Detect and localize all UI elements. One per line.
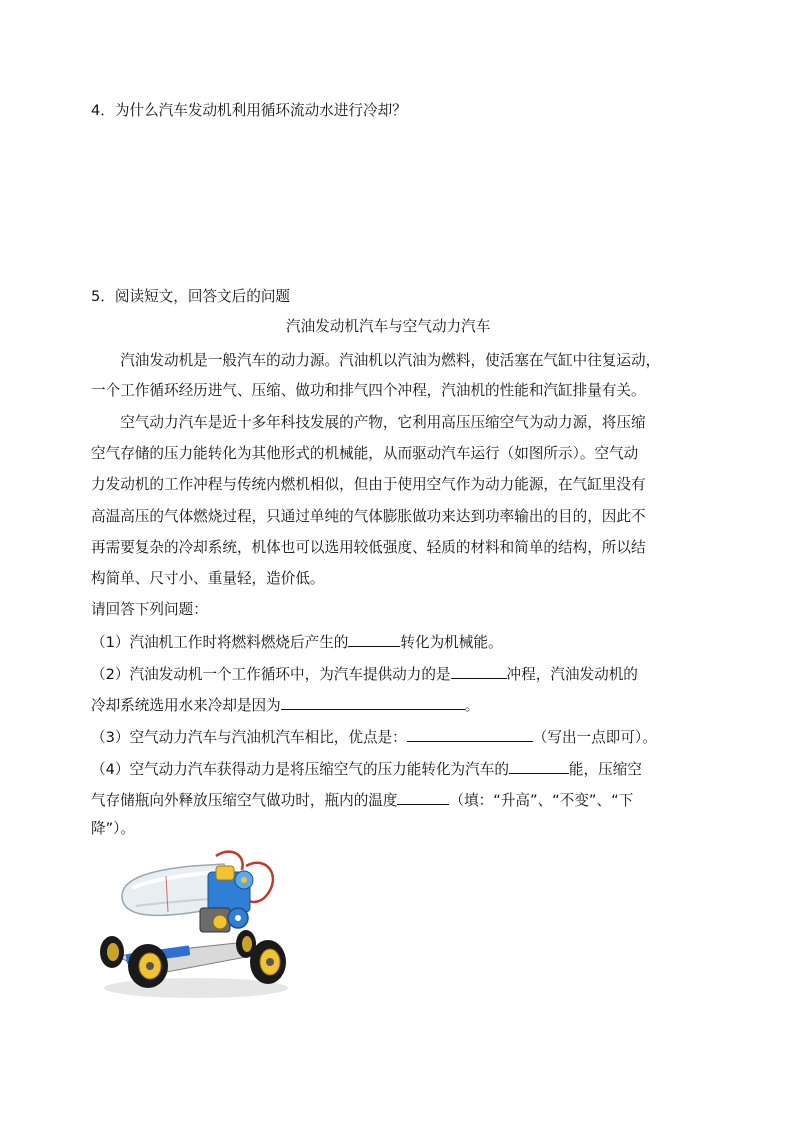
passage-line: 力发动机的工作冲程与传统内燃机相似，但由于使用空气作为动力能源，在气缸里没有: [91, 476, 646, 493]
wheel: [100, 936, 124, 968]
sub-question-2-text-end: 。: [464, 697, 480, 714]
answer-blank[interactable]: [407, 725, 533, 742]
sub-question-4: [91, 757, 642, 780]
sub-question-1-text-end: 转化为机械能。: [400, 634, 503, 651]
sub-question-3-text-end: （写出一点即可）。: [532, 729, 657, 746]
passage-title: 汽油发动机汽车与空气动力汽车: [286, 318, 491, 335]
sub-question-3-text: （3）空气动力汽车与汽油机汽车相比，优点是：: [91, 729, 407, 746]
questions-prompt: 请回答下列问题：: [91, 601, 208, 618]
sub-question-4-text-3: （填：“升高”、“不变”、“下: [449, 792, 634, 809]
passage-line: 再需要复杂的冷却系统，机体也可以选用较低强度、轻质的材料和简单的结构，所以结: [91, 539, 646, 556]
passage-line: 构简单、尺寸小、重量轻，造价低。: [91, 570, 325, 587]
passage-line: 高温高压的气体燃烧过程，只通过单纯的气体膨胀做功来达到功率输出的目的，因此不: [91, 508, 646, 525]
sub-question-1-text: （1）汽油机工作时将燃料燃烧后产生的: [91, 634, 349, 651]
sub-question-2-text-mid: 冲程，汽油发动机的: [506, 666, 638, 683]
question-4: 4．为什么汽车发动机利用循环流动水进行冷却？: [91, 102, 407, 119]
sub-question-2-text: （2）汽油发动机一个工作循环中，为汽车提供动力的是: [91, 666, 451, 683]
sub-question-3: [91, 725, 657, 748]
sub-question-4-text: （4）空气动力汽车获得动力是将压缩空气的压力能转化为汽车的: [91, 761, 509, 778]
answer-blank[interactable]: [509, 757, 569, 774]
answer-blank[interactable]: [397, 788, 449, 805]
passage-line: 一个工作循环经历进气、压缩、做功和排气四个冲程，汽油机的性能和汽缸排量有关。: [91, 382, 646, 399]
sub-question-4-text-mid: 能，压缩空: [568, 761, 642, 778]
sub-question-2: [91, 662, 638, 685]
sub-question-2-text-2: 冷却系统选用水来冷却是因为: [91, 697, 281, 714]
wheel: [236, 930, 256, 958]
sub-question-1: [91, 630, 503, 653]
engine-block: [200, 866, 253, 932]
wheel: [128, 944, 168, 988]
answer-blank[interactable]: [451, 662, 507, 679]
answer-blank[interactable]: [348, 630, 400, 647]
passage-line: 空气动力汽车是近十多年科技发展的产物，它利用高压压缩空气为动力源，将压缩: [91, 414, 646, 431]
sub-question-4-text-2: 气存储瓶向外释放压缩空气做功时，瓶内的温度: [91, 792, 398, 809]
answer-blank[interactable]: [281, 693, 465, 710]
sub-question-2-cont: [91, 693, 479, 716]
question-5-intro: 5．阅读短文，回答文后的问题: [91, 288, 291, 305]
passage-line: 空气存储的压力能转化为其他形式的机械能，从而驱动汽车运行（如图所示）。空气动: [91, 445, 639, 462]
air-powered-car-figure: [96, 848, 292, 1004]
passage-line: 汽油发动机是一般汽车的动力源。汽油机以汽油为燃料，使活塞在气缸中往复运动，: [91, 352, 661, 369]
sub-question-4-cont: [91, 788, 633, 811]
sub-question-4-end: 降”）。: [91, 820, 136, 837]
